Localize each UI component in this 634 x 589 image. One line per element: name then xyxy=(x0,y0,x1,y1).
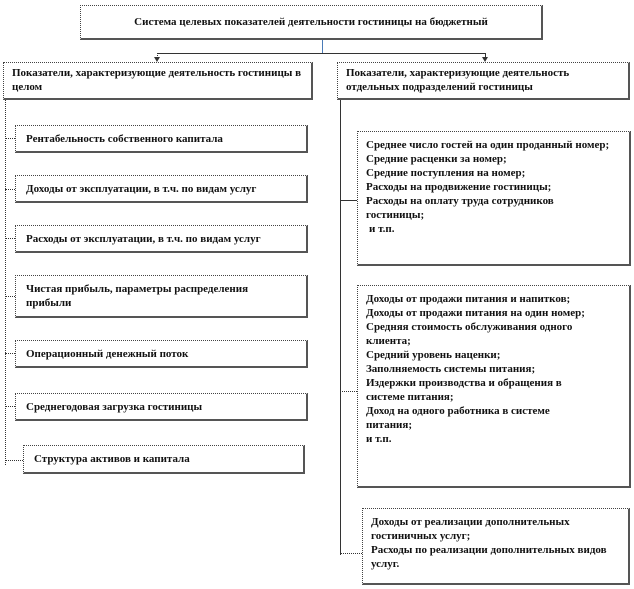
right-item: Средний уровень наценки; xyxy=(366,349,501,361)
connector xyxy=(157,53,485,54)
right-item: и т.п. xyxy=(366,433,392,445)
connector xyxy=(5,189,15,190)
right-item: Средние поступления на номер; xyxy=(366,167,526,179)
right-group-rooms xyxy=(357,131,631,266)
connector xyxy=(5,238,15,239)
right-item: Доходы от реализации дополнительных гостиничных услуг; xyxy=(371,516,570,542)
right-item: Расходы на продвижение гостиницы; xyxy=(366,181,552,193)
right-item: Средние расценки за номер; xyxy=(366,153,507,165)
left-item-label: Расходы от эксплуатации, в т.ч. по видам услуг xyxy=(26,232,261,245)
right-header-box xyxy=(337,62,630,100)
right-item: Заполняемость системы питания; xyxy=(366,363,536,375)
connector xyxy=(5,296,15,297)
right-item: Средняя стоимость обслуживания одного клиента; xyxy=(366,321,573,347)
left-item-label: Доходы от эксплуатации, в т.ч. по видам услуг xyxy=(26,182,257,195)
right-header: Показатели, характеризующие деятельность отдельных подразделений гостиницы xyxy=(346,67,570,93)
right-item: Доходы от продажи питания и напитков; xyxy=(366,293,571,305)
left-item-label: Чистая прибыль, параметры распределения прибыли xyxy=(26,283,249,309)
left-item-label: Рентабельность собственного капитала xyxy=(26,132,223,145)
left-item-label: Структура активов и капитала xyxy=(34,453,190,465)
left-item xyxy=(15,393,308,421)
connector xyxy=(322,40,323,53)
left-header: Показатели, характеризующие деятельность гостиницы в целом xyxy=(12,67,302,93)
left-item xyxy=(23,445,305,474)
left-item xyxy=(15,275,308,318)
left-item xyxy=(15,125,308,153)
right-item: Доход на одного работника в системе питания; xyxy=(366,405,550,431)
right-group-extra xyxy=(362,508,630,585)
left-item-label: Среднегодовая загрузка гостиницы xyxy=(26,400,203,413)
connector xyxy=(5,460,23,461)
connector xyxy=(340,200,357,201)
left-item-label: Операционный денежный поток xyxy=(26,347,189,360)
left-item xyxy=(15,340,308,368)
right-trunk-line xyxy=(340,100,341,555)
connector xyxy=(5,353,15,354)
right-item: Расходы на оплату труда сотрудников гостиницы; xyxy=(366,195,554,221)
connector xyxy=(5,138,15,139)
left-item xyxy=(15,175,308,203)
left-item xyxy=(15,225,308,253)
connector xyxy=(5,406,15,407)
right-item: Издержки производства и обращения в системе питания; xyxy=(366,377,562,403)
right-item: Доходы от продажи питания на один номер; xyxy=(366,307,585,319)
left-header-box xyxy=(3,62,313,100)
connector xyxy=(340,553,362,554)
title-box xyxy=(80,5,543,40)
left-trunk-line xyxy=(5,100,6,465)
connector xyxy=(340,391,357,392)
right-item: Расходы по реализации дополнительных видов услуг. xyxy=(371,544,607,570)
right-item: и т.п. xyxy=(369,223,395,235)
right-item: Среднее число гостей на один проданный номер; xyxy=(366,139,610,151)
diagram-title: Система целевых показателей деятельности гостиницы на бюджетный xyxy=(134,16,488,28)
right-group-food xyxy=(357,285,631,488)
